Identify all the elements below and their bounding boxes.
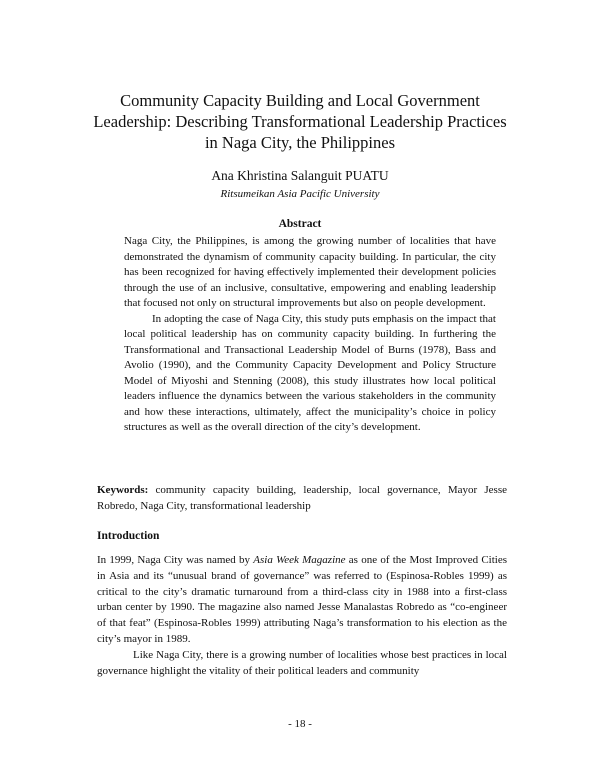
introduction-body bbox=[97, 553, 507, 679]
author-affiliation: Ritsumeikan Asia Pacific University bbox=[220, 188, 380, 200]
author-name: Ana Khristina Salanguit PUATU bbox=[211, 168, 389, 183]
paper-title: Community Capacity Building and Local Government Leadership: Describing Transformational Leadership Practices in Naga City, the Philippines bbox=[93, 91, 507, 152]
abstract-paragraph-2: In adopting the case of Naga City, this study puts emphasis on the impact that local political leadership has on community capacity building. In furthering the Transformational and Transactional Leadership Model of Burns (1978), Bass and Avolio (1990), and the Community Capacity Development and Policy Structure Model of Miyoshi and Stenning (2008), this study illustrates how local political leaders influence the dynamics between the various stakeholders in the community and how these interactions, ultimately, affect the municipality’s choice in policy structures as well as the overall direction of the city’s development. bbox=[124, 312, 496, 433]
abstract-heading: Abstract bbox=[278, 218, 322, 230]
intro-paragraph-1 bbox=[97, 553, 507, 648]
keywords-text: community capacity building, leadership, local governance, Mayor Jesse Robredo, Naga City, transformational leadership bbox=[97, 484, 507, 512]
abstract-body bbox=[124, 234, 496, 436]
introduction-heading: Introduction bbox=[97, 530, 160, 542]
abstract-paragraph-1: Naga City, the Philippines, is among the growing number of localities that have demonstrated the dynamism of community capacity building. In particular, the city has been recognized for having effectively implemented their development policies through the use of an inclusive, consultative, empowering and enabling leadership that focused not only on structural improvements but also on people development. bbox=[124, 235, 496, 309]
intro-paragraph-2: Like Naga City, there is a growing number of localities whose best practices in local governance highlight the vitality of their political leaders and community bbox=[97, 648, 507, 677]
keywords-label: Keywords: bbox=[97, 484, 149, 496]
intro-p1-start: In 1999, Naga City was named by bbox=[97, 554, 254, 566]
magazine-name: Asia Week Magazine bbox=[253, 554, 346, 566]
keywords bbox=[97, 483, 507, 514]
intro-p1-rest: as one of the Most Improved Cities in Asia and its “unusual brand of governance” was referred to (Espinosa-Robles 1999) as critical to the city’s dramatic turnaround from a third-class city in 1988 into a first-class urban center by 1990. The magazine also named Jesse Manalastas Robredo as “co-engineer of that feat” (Espinosa-Robles 1999) attributing Naga’s transformation to his election as the city’s mayor in 1989. bbox=[97, 554, 507, 645]
page-number: - 18 - bbox=[288, 718, 312, 730]
